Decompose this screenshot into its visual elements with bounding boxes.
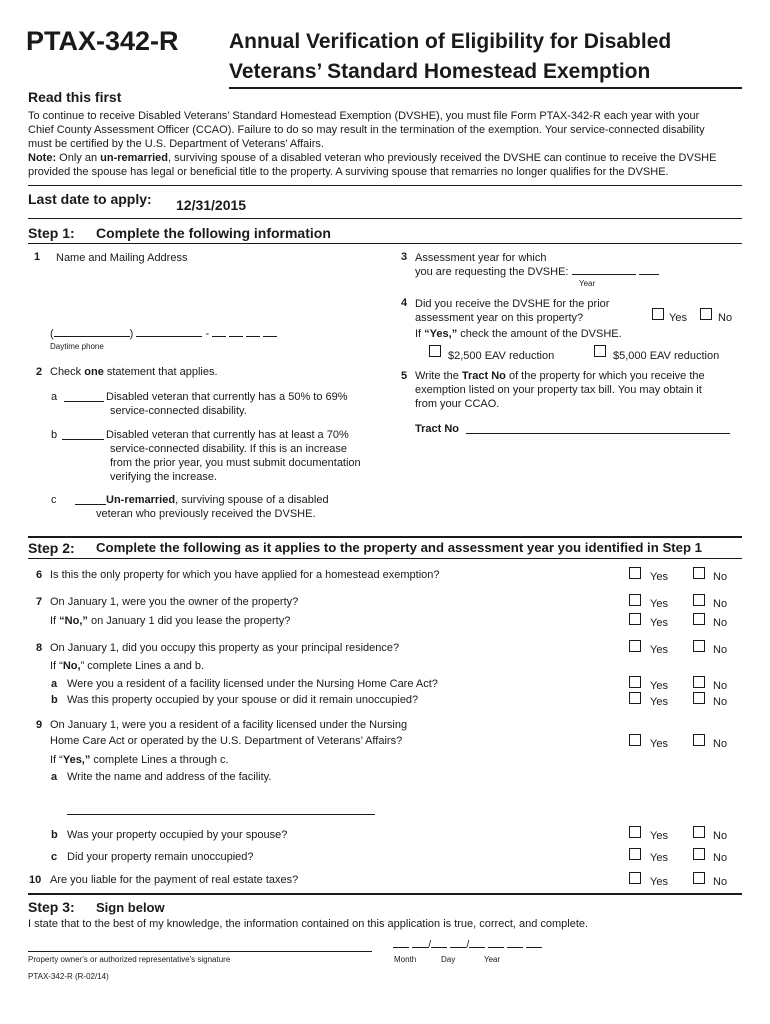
intro-paragraph: To continue to receive Disabled Veterans’ Standard Homestead Exemption (DVSHE), you must file Form PTAX-342-R each year with your Chief County Assessment Officer (CCAO). Failure to do so may result in the termination of the exemption. Your service-connected disability must be certified by the U.S. Department of Veterans’ Affairs. Note: Only an un-remarried, surviving spouse of a disabled veteran who previously received the DVSHE can continue to receive the DVSHE provided the spouse has legal or beneficial title to the property. A surviving spouse that remarries no longer qualifies for the DVSHE. <box>28 110 717 178</box>
q8-no-label: No <box>713 644 728 656</box>
line4-no-checkbox[interactable] <box>700 308 712 320</box>
q8a-no-checkbox[interactable] <box>693 676 705 688</box>
option-c-blank[interactable] <box>75 493 106 505</box>
date-field[interactable]: / / <box>393 938 542 952</box>
daytime-phone-label: Daytime phone <box>50 342 104 351</box>
option-c-text: Un-remarried, surviving spouse of a disabled veteran who previously received the DVSHE. <box>96 494 329 520</box>
q8b-text: Was this property occupied by your spouse or did it remain unoccupied? <box>67 694 419 706</box>
q8-number: 8 <box>36 642 43 654</box>
q9b-yes-label: Yes <box>650 830 668 842</box>
day-label: Day <box>441 955 456 964</box>
q8b-yes-label: Yes <box>650 696 668 708</box>
q8b-letter: b <box>51 694 58 706</box>
q7-lease-no-label: No <box>713 617 728 629</box>
q7-lease-yes-label: Yes <box>650 617 668 629</box>
q9b-text: Was your property occupied by your spouse? <box>67 829 288 841</box>
line3-text: Assessment year for which you are requesting the DVSHE: <box>415 251 659 279</box>
daytime-phone-field[interactable]: ( ) - <box>50 327 277 341</box>
q9b-no-label: No <box>713 830 728 842</box>
line2-number: 2 <box>36 366 43 378</box>
step2-number: Step 2: <box>28 540 75 556</box>
q9a-text: Write the name and address of the facility. <box>67 771 272 783</box>
q8a-yes-checkbox[interactable] <box>629 676 641 688</box>
q7-no-label: No <box>713 598 728 610</box>
q7-no-checkbox[interactable] <box>693 594 705 606</box>
q10-yes-label: Yes <box>650 876 668 888</box>
q8a-letter: a <box>51 678 58 690</box>
read-this-first-heading: Read this first <box>28 89 122 105</box>
line4-yes-checkbox[interactable] <box>652 308 664 320</box>
q8a-yes-label: Yes <box>650 680 668 692</box>
certification-statement: I state that to the best of my knowledge, the information contained on this application is true, correct, and complete. <box>28 918 589 930</box>
last-date-value: 12/31/2015 <box>176 197 247 213</box>
q9-number: 9 <box>36 719 43 731</box>
step1-title: Complete the following information <box>96 225 331 241</box>
q9-yes-checkbox[interactable] <box>629 734 641 746</box>
q7-yes-label: Yes <box>650 598 668 610</box>
option-c-letter: c <box>51 494 57 506</box>
q7-lease-yes-checkbox[interactable] <box>629 613 641 625</box>
option-b-letter: b <box>51 429 58 441</box>
facility-name-address-field[interactable] <box>67 803 375 815</box>
line5-text: Write the Tract No of the property for which you receive the exemption listed on your property tax bill. You may obtain it from your CCAO. <box>415 370 705 410</box>
q8-yes-checkbox[interactable] <box>629 640 641 652</box>
q10-text: Are you liable for the payment of real estate taxes? <box>50 874 299 886</box>
q7-lease-no-checkbox[interactable] <box>693 613 705 625</box>
q9b-no-checkbox[interactable] <box>693 826 705 838</box>
q9-text: On January 1, were you a resident of a facility licensed under the Nursing Home Care Act or operated by the U.S. Department of Veterans’ Affairs? <box>50 719 408 747</box>
option-a-letter: a <box>51 391 58 403</box>
q8-if-no-text: If “No,” complete Lines a and b. <box>50 660 205 672</box>
q7-lease-text: If “No,” on January 1 did you lease the property? <box>50 615 291 627</box>
q7-number: 7 <box>36 596 43 608</box>
eav-2500-label: $2,500 EAV reduction <box>448 350 555 362</box>
step1-number: Step 1: <box>28 225 75 241</box>
option-a-blank[interactable] <box>64 390 104 402</box>
option-a-text: Disabled veteran that currently has a 50% to 69% service-connected disability. <box>106 391 348 417</box>
form-title-line1: Annual Verification of Eligibility for Disabled <box>229 30 672 53</box>
q8a-no-label: No <box>713 680 728 692</box>
last-date-label: Last date to apply: <box>28 191 152 207</box>
q6-no-checkbox[interactable] <box>693 567 705 579</box>
last-date-divider <box>28 218 742 219</box>
form-number: PTAX-342-R <box>26 26 179 56</box>
step1-rule <box>28 243 742 244</box>
eav-5000-checkbox[interactable] <box>594 345 606 357</box>
q9c-yes-checkbox[interactable] <box>629 848 641 860</box>
q9c-no-label: No <box>713 852 728 864</box>
year-label: Year <box>579 279 596 288</box>
line1-number: 1 <box>34 251 41 263</box>
form-revision: PTAX-342-R (R-02/14) <box>28 972 109 981</box>
q6-no-label: No <box>713 571 728 583</box>
step2-bottom-rule <box>28 893 742 895</box>
line5-number: 5 <box>401 370 408 382</box>
line4-number: 4 <box>401 297 408 309</box>
step3-number: Step 3: <box>28 899 75 915</box>
q9c-text: Did your property remain unoccupied? <box>67 851 254 863</box>
q6-text: Is this the only property for which you have applied for a homestead exemption? <box>50 569 440 581</box>
signature-label: Property owner's or authorized representative's signature <box>28 955 231 964</box>
step1-bottom-rule <box>28 536 742 538</box>
line2-instruction: Check one statement that applies. <box>50 366 218 378</box>
q9-no-label: No <box>713 738 728 750</box>
eav-5000-label: $5,000 EAV reduction <box>613 350 720 362</box>
q6-yes-checkbox[interactable] <box>629 567 641 579</box>
q8-yes-label: Yes <box>650 644 668 656</box>
q7-yes-checkbox[interactable] <box>629 594 641 606</box>
q9c-letter: c <box>51 851 58 863</box>
year-label-step3: Year <box>484 955 501 964</box>
eav-2500-checkbox[interactable] <box>429 345 441 357</box>
q9b-letter: b <box>51 829 58 841</box>
q8b-no-label: No <box>713 696 728 708</box>
signature-field[interactable] <box>28 940 372 952</box>
q9-if-yes-text: If “Yes,” complete Lines a through c. <box>50 754 229 766</box>
q10-number: 10 <box>29 874 42 886</box>
header-rule <box>229 87 742 89</box>
tract-no-label: Tract No <box>415 423 460 435</box>
q9a-letter: a <box>51 771 58 783</box>
line4-yes-label: Yes <box>669 312 687 324</box>
q9-yes-label: Yes <box>650 738 668 750</box>
line4-text: Did you receive the DVSHE for the prior assessment year on this property? If “Yes,” check the amount of the DVSHE. <box>415 298 622 340</box>
q6-yes-label: Yes <box>650 571 668 583</box>
line3-number: 3 <box>401 251 408 263</box>
q8-no-checkbox[interactable] <box>693 640 705 652</box>
q8b-no-checkbox[interactable] <box>693 692 705 704</box>
tract-no-field[interactable] <box>466 422 730 434</box>
q9c-yes-label: Yes <box>650 852 668 864</box>
q10-no-checkbox[interactable] <box>693 872 705 884</box>
step2-title: Complete the following as it applies to the property and assessment year you identified in Step 1 <box>96 540 703 555</box>
month-label: Month <box>394 955 417 964</box>
form-title-line2: Veterans’ Standard Homestead Exemption <box>229 60 651 83</box>
q9b-yes-checkbox[interactable] <box>629 826 641 838</box>
q9c-no-checkbox[interactable] <box>693 848 705 860</box>
step3-title: Sign below <box>96 900 165 915</box>
step2-rule <box>28 558 742 559</box>
q8-text: On January 1, did you occupy this property as your principal residence? <box>50 642 400 654</box>
q8b-yes-checkbox[interactable] <box>629 692 641 704</box>
line4-no-label: No <box>718 312 733 324</box>
name-address-label: Name and Mailing Address <box>56 252 188 264</box>
option-b-blank[interactable] <box>62 428 104 440</box>
q6-number: 6 <box>36 569 43 581</box>
q8a-text: Were you a resident of a facility licensed under the Nursing Home Care Act? <box>67 678 438 690</box>
option-b-text: Disabled veteran that currently has at least a 70% service-connected disability. If this is an increase from the prior year, you must submit documentation verifying the increase. <box>106 429 361 483</box>
intro-divider <box>28 185 742 186</box>
q10-yes-checkbox[interactable] <box>629 872 641 884</box>
q9-no-checkbox[interactable] <box>693 734 705 746</box>
q10-no-label: No <box>713 876 728 888</box>
q7-text: On January 1, were you the owner of the property? <box>50 596 299 608</box>
